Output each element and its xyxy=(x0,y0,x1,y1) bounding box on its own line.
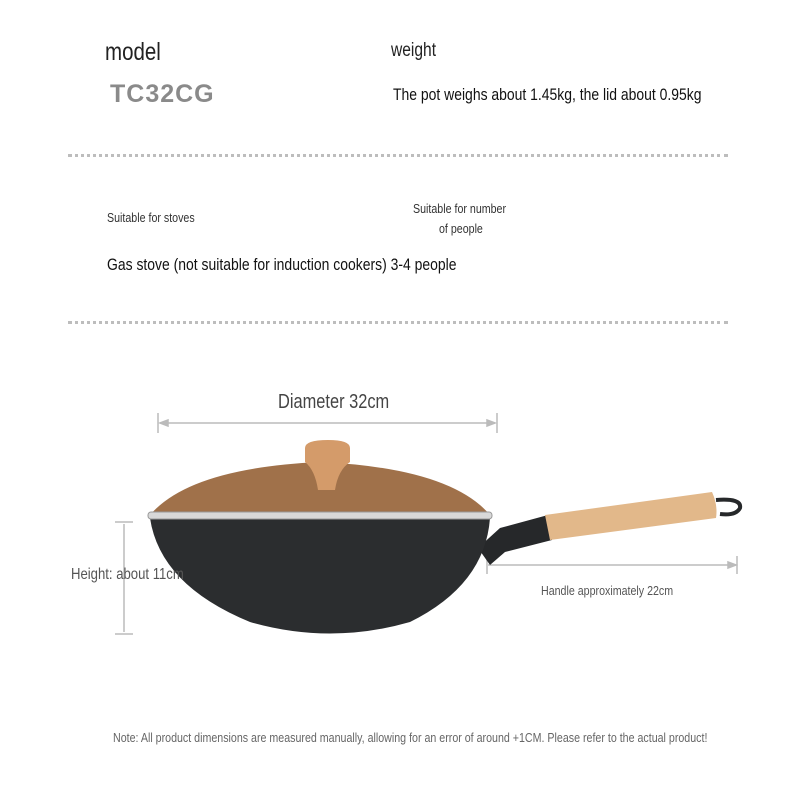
height-label: Height: about 11cm xyxy=(71,566,184,583)
handle-label: Handle approximately 22cm xyxy=(541,583,674,598)
stoves-people-value: Gas stove (not suitable for induction cookers) 3-4 people xyxy=(107,255,457,274)
diameter-label: Diameter 32cm xyxy=(278,391,390,413)
weight-label: weight xyxy=(391,40,437,61)
model-value: TC32CG xyxy=(110,80,215,108)
weight-value: The pot weighs about 1.45kg, the lid about 0.95kg xyxy=(393,85,702,104)
disclaimer-note: Note: All product dimensions are measured manually, allowing for an error of around +1CM. Please refer to the actual product! xyxy=(113,730,708,745)
lid-rim xyxy=(148,512,492,519)
wok-body xyxy=(150,518,490,634)
model-label: model xyxy=(105,38,161,66)
diameter-arrow xyxy=(158,413,497,433)
wok-handle xyxy=(478,492,740,565)
stoves-label: Suitable for stoves xyxy=(107,210,195,225)
people-label-line1: Suitable for number xyxy=(413,201,507,216)
handle-arrow xyxy=(487,556,737,574)
people-label-line2: of people xyxy=(439,221,483,236)
